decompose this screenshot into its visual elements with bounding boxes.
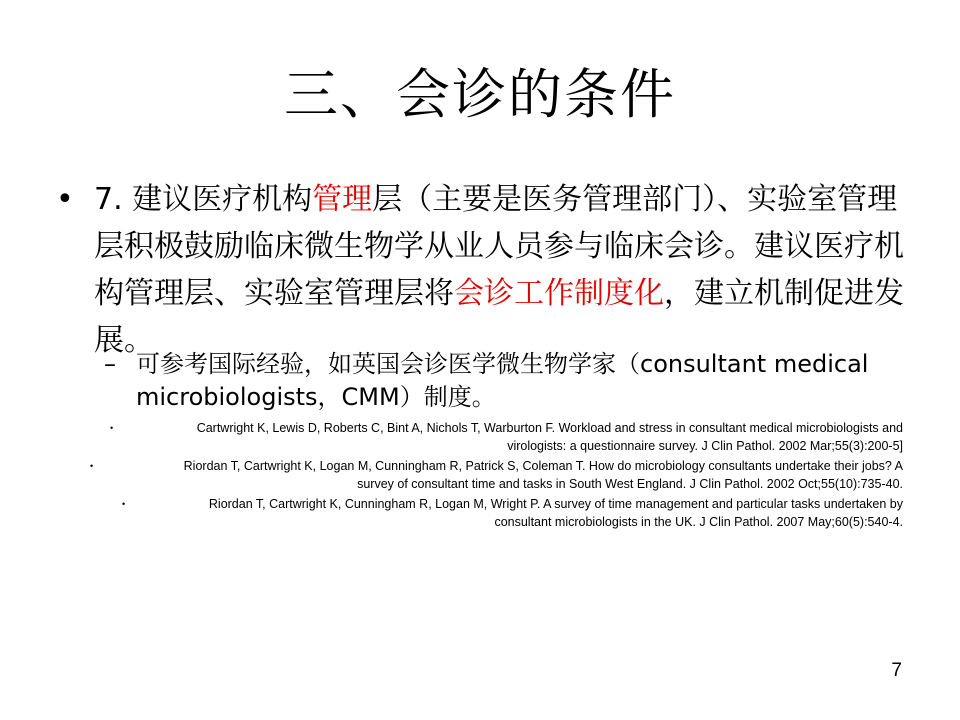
text-part-1: 建议医疗机构 xyxy=(122,182,313,217)
bullet-dot: • xyxy=(56,182,74,217)
sub-bullet-text: 可参考国际经验，如英国会诊医学微生物学家（consultant medical microbiologists，CMM）制度。 xyxy=(136,350,869,411)
main-bullet xyxy=(56,176,906,364)
slide-title: 三、会诊的条件 xyxy=(284,63,676,126)
reference-1 xyxy=(110,419,903,455)
highlight-institutionalize: 会诊工作制度化 xyxy=(454,276,664,311)
reference-2 xyxy=(90,457,903,493)
main-bullet-text xyxy=(94,176,906,364)
reference-3-line-2: consultant microbiologists in the UK. J Clin Pathol. 2007 May;60(5):540-4. xyxy=(494,515,903,529)
reference-2-line-1: Riordan T, Cartwright K, Logan M, Cunningham R, Patrick S, Coleman T. How do microbiology consultants undertake their jobs? A xyxy=(183,459,903,473)
reference-2-line-2: survey of consultant time and tasks in South West England. J Clin Pathol. 2002 Oct;55(10):735-40. xyxy=(357,477,903,491)
reference-3-line-1: Riordan T, Cartwright K, Cunningham R, Logan M, Wright P. A survey of time management and particular tasks undertaken by xyxy=(208,497,903,511)
reference-1-line-2: virologists: a questionnaire survey. J Clin Pathol. 2002 Mar;55(3):200-5] xyxy=(507,439,903,453)
reference-3 xyxy=(122,495,903,531)
text-part-3: ，建立机制促进发展。 xyxy=(94,276,904,358)
sub-bullet-dash: – xyxy=(104,350,116,378)
page-number: 7 xyxy=(891,660,902,681)
text-part-2: 层（主要是医务管理部门）、实验室管理层积极鼓励临床微生物学从业人员参与临床会诊。建议医疗机构管理层、实验室管理层将 xyxy=(94,182,904,311)
ref-dot: • xyxy=(110,423,114,433)
reference-1-line-1: Cartwright K, Lewis D, Roberts C, Bint A, Nichols T, Warburton F. Workload and stress in consultant medical microbiologists and xyxy=(196,421,903,435)
sub-bullet xyxy=(104,348,894,414)
item-number: 7. xyxy=(94,182,123,217)
ref-dot: • xyxy=(90,461,94,471)
ref-dot: • xyxy=(122,499,126,509)
highlight-management: 管理 xyxy=(312,182,373,217)
